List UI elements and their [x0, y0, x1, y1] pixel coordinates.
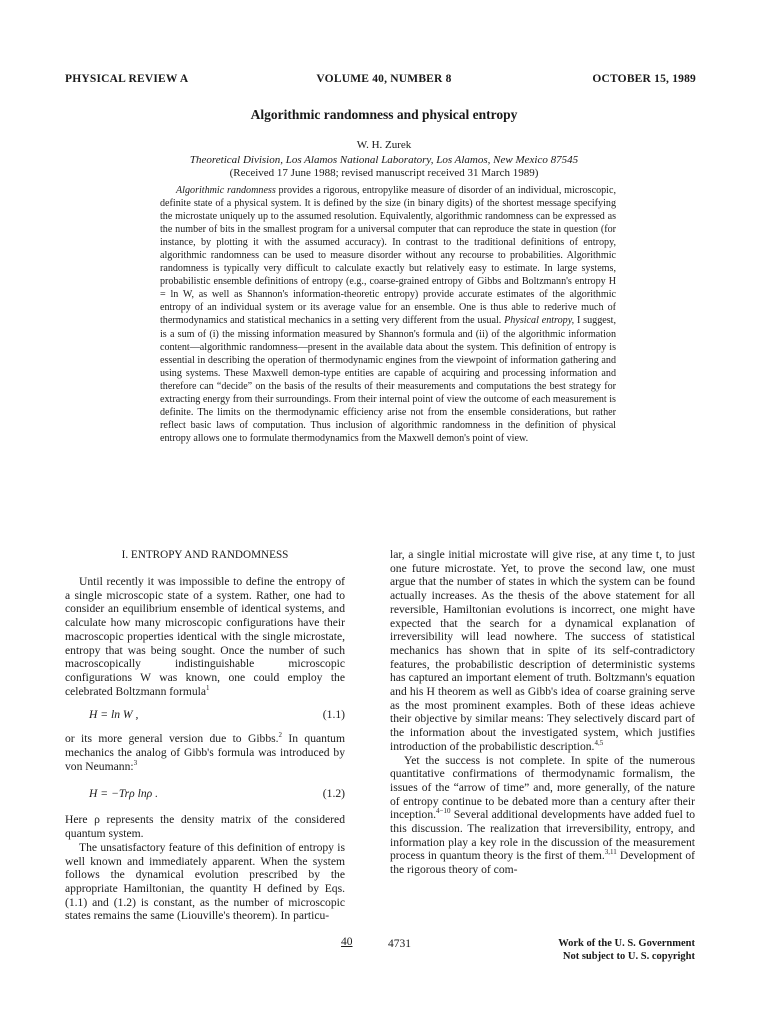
paragraph: or its more general version due to Gibbs.$^2$ In quantum mechanics the analog of Gibb's formula was introduced by von Neumann:$^3$ — [65, 731, 345, 773]
copyright-note-line2: Not subject to U. S. copyright — [562, 951, 695, 962]
reference-marker: 4−10 — [436, 807, 451, 816]
reference-marker: 2 — [278, 731, 283, 740]
equation-number: (1.2) — [322, 787, 345, 801]
equation-1-1 — [65, 708, 345, 722]
right-column — [390, 548, 695, 877]
received-dates: (Received 17 June 1988; revised manuscript received 31 March 1989) — [229, 167, 539, 179]
paragraph: Until recently it was impossible to define the entropy of a single microscopic state of a system. Rather, one had to consider an equilibrium ensemble of identical systems, and calculate how many microscopic configurations have their macroscopic properties identical with the single microstate, entropy that was being sought. Once the number of such macroscopically indistinguishable microscopic configurations W was known, one could employ the celebrated Boltzmann formula$^1$ — [65, 575, 345, 698]
abstract-term-algorithmic-randomness: Algorithmic randomness — [176, 185, 276, 196]
volume-marker: 40 — [341, 936, 353, 948]
page-number: 4731 — [388, 938, 411, 950]
equation-text: H = −Trρ lnρ . — [89, 787, 158, 801]
paragraph: Here ρ represents the density matrix of the considered quantum system. — [65, 813, 345, 841]
abstract-term-physical-entropy: Physical entropy, — [504, 315, 575, 327]
reference-marker: 3,11 — [604, 848, 617, 857]
abstract — [160, 184, 616, 445]
paper-title: Algorithmic randomness and physical entropy — [250, 107, 518, 122]
paragraph: The unsatisfactory feature of this definition of entropy is well known and immediately apparent. When the system follows the dynamical evolution prescribed by the appropriate Hamiltonian, the quantity H defined by Eqs. (1.1) and (1.2) is constant, as the number of microscopic states remains the same (Liouville's theorem). In particu- — [65, 840, 345, 923]
copyright-note-line1: Work of the U. S. Government — [558, 938, 695, 949]
abstract-text-2: I suggest, is a sum of (i) the missing information measured by Shannon's formula and (ii) of the algorithmic information content—algorithmic randomness—present in the available data about the system. This definition of entropy is essential in describing the operation of thermodynamic engines from the viewpoint of information gathering and using systems. These Maxwell demon-type entities are capable of acquiring and processing information and therefore can “decide” on the basis of the results of their measurements and computations the best strategy for extracting energy from their surroundings. From their internal point of view the outcome of each measurement is definite. The limits on the thermodynamic efficiency arise not from the ensemble considerations, but rather reflect basic laws of computation. Thus inclusion of algorithmic randomness in the definition of physical entropy allows one to formulate thermodynamics from the Maxwell demon's point of view. — [160, 315, 616, 444]
equation-number: (1.1) — [322, 708, 345, 722]
reference-marker: 4,5 — [594, 738, 604, 747]
paragraph: lar, a single initial microstate will give rise, at any time t, to just one future microstate. Yet, to prove the second law, one must argue that the number of states in which the system can be found actually increases. As the thesis of the above statement for all reversible, Hamiltonian evolutions is incorrect, one might have expected that the search for a dynamical explanation of irreversibility will lead nowhere. The success of statistical mechanics has shown that in spite of its self-contradictory features, the probabilistic description of deterministic systems has captured an important element of truth. Boltzmann's equation and his H theorem as well as Gibb's idea of coarse graining serve as the most prominent examples. Both of these ideas achieve their objective by similar means: They selectively discard part of the information about the investigated system, which justifies introduction of the probabilistic description.$^{4,5}$ — [390, 548, 695, 753]
equation-1-2 — [65, 787, 345, 801]
section-heading: I. ENTROPY AND RANDOMNESS — [121, 549, 289, 561]
author: W. H. Zurek — [356, 139, 412, 151]
reference-marker: 3 — [133, 758, 138, 767]
paragraph: Yet the success is not complete. In spite of the numerous quantitative confirmations of thermodynamic formalism, the issues of the “arrow of time” and, more generally, of the nature of entropy continue to be debated more than a century after their inception.$^{4-10}$ Several additional developments have added fuel to this discussion. The realization that irreversibility, entropy, and information play a key role in the discussion of the measurement process in quantum theory is the first of them.$^{3,11}$ Development of the rigorous theory of com- — [390, 753, 695, 877]
affiliation: Theoretical Division, Los Alamos National Laboratory, Los Alamos, New Mexico 87545 — [189, 154, 579, 166]
left-column — [65, 575, 345, 923]
volume-number: VOLUME 40, NUMBER 8 — [316, 73, 452, 85]
equation-text: H = ln W , — [89, 708, 139, 722]
abstract-text-1: provides a rigorous, entropylike measure of disorder of an individual, microscopic, definite state of a physical system. It is defined by the size (in binary digits) of the shortest message specifying the microstate uniquely up to the assumed resolution. Equivalently, algorithmic randomness can be expressed as the number of bits in the smallest program for a universal computer that can reproduce the state in question (for instance, by plotting it with the assumed accuracy). In contrast to the traditional definitions of entropy, algorithmic randomness can be used to measure disorder without any recourse to probabilities. Algorithmic randomness is typically very difficult to calculate exactly but relatively easy to estimate. In large systems, probabilistic ensemble definitions of entropy (e.g., coarse-grained entropy of Gibbs and Boltzmann's entropy H = ln W, as well as Shannon's information-theoretic entropy) provide accurate estimates of the algorithmic entropy of an individual system or its average value for an ensemble. One is thus able to rederive much of thermodynamics and statistical mechanics in a setting very different from the usual. — [160, 185, 616, 327]
journal-name: PHYSICAL REVIEW A — [65, 73, 189, 85]
reference-marker: 1 — [206, 683, 210, 692]
issue-date: OCTOBER 15, 1989 — [592, 73, 696, 85]
